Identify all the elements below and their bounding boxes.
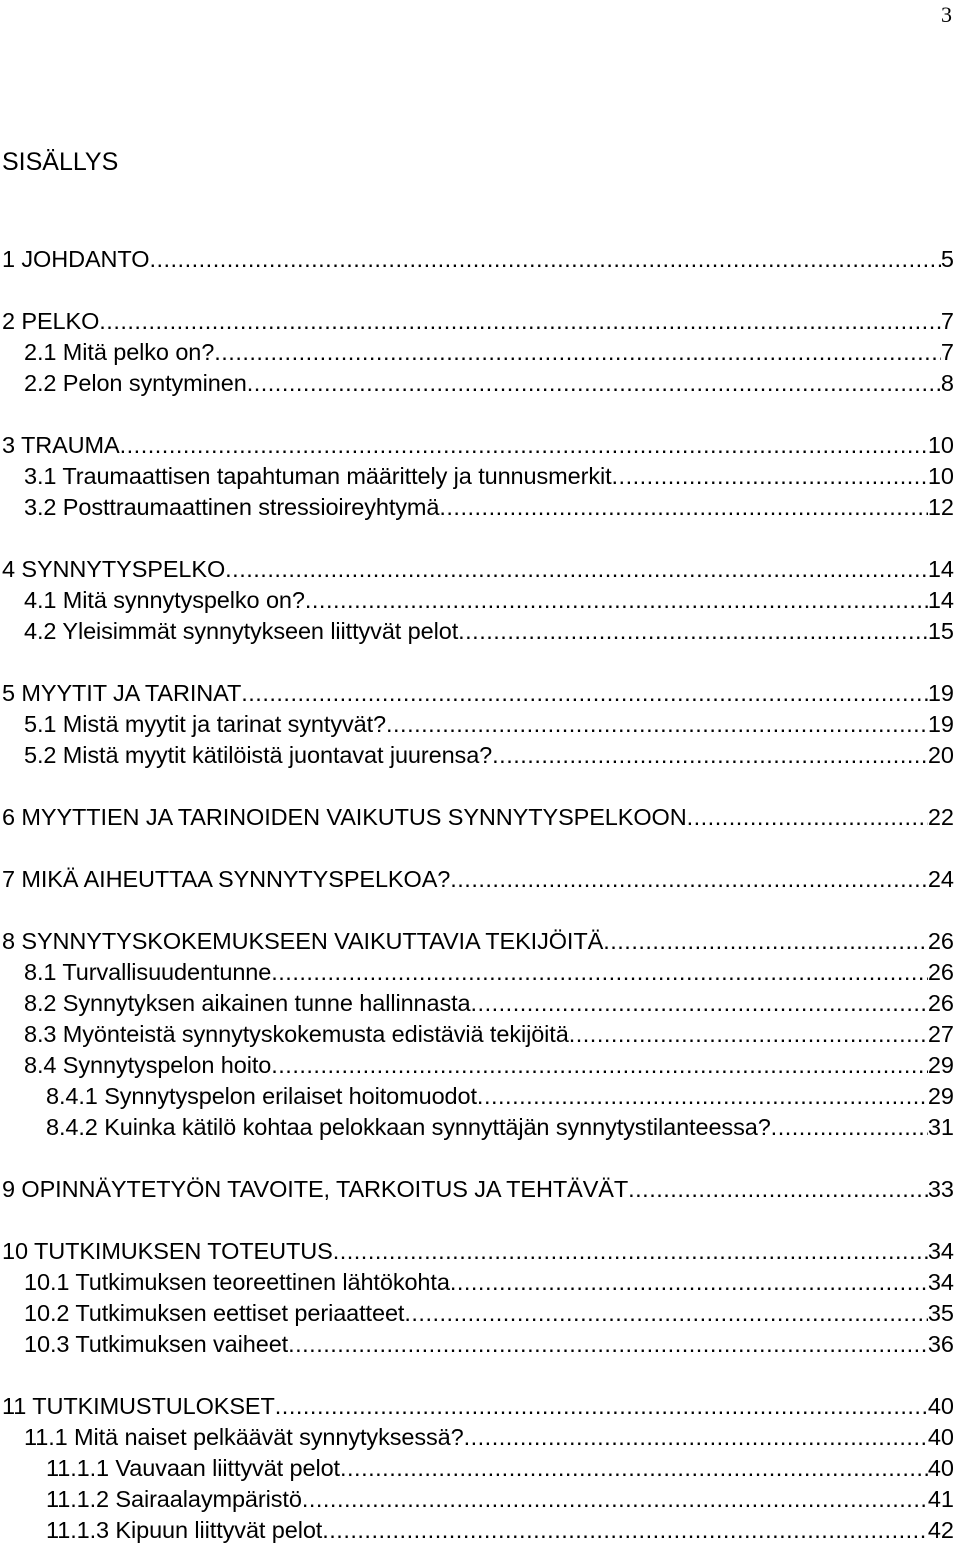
toc-entry-page: 15: [927, 618, 954, 644]
toc-dot-leader: [569, 1019, 928, 1049]
toc-entry[interactable]: [0, 864, 954, 894]
toc-dot-leader: [99, 306, 941, 336]
toc-dot-leader: [214, 337, 941, 367]
toc-entry[interactable]: [0, 1267, 954, 1297]
toc-dot-leader: [771, 1112, 928, 1142]
toc-dot-leader: [340, 1453, 928, 1483]
toc-entry-label: 4 SYNNYTYSPELKO: [2, 556, 226, 582]
toc-entry-label: 5.1 Mistä myytit ja tarinat syntyvät?: [24, 711, 386, 737]
toc-dot-leader: [271, 1050, 928, 1080]
toc-entry-label: 7 MIKÄ AIHEUTTAA SYNNYTYSPELKOA?: [2, 866, 451, 892]
toc-entry-label: 4.1 Mitä synnytyspelko on?: [24, 587, 305, 613]
toc-entry-label: 8.3 Myönteistä synnytyskokemusta edistäviä tekijöitä: [24, 1021, 569, 1047]
toc-entry-page: 19: [927, 680, 954, 706]
toc-dot-leader: [612, 461, 928, 491]
toc-entry-page: 7: [940, 339, 954, 365]
toc-dot-leader: [247, 368, 941, 398]
toc-entry[interactable]: [0, 585, 954, 615]
toc-entry[interactable]: [0, 554, 954, 584]
toc-entry-label: 11 TUTKIMUSTULOKSET: [2, 1393, 275, 1419]
toc-dot-leader: [450, 864, 928, 894]
toc-entry-label: 10 TUTKIMUKSEN TOTEUTUS: [2, 1238, 333, 1264]
toc-entry[interactable]: [0, 1298, 954, 1328]
toc-entry-label: 5 MYYTIT JA TARINAT: [2, 680, 242, 706]
toc-entry-label: 2.1 Mitä pelko on?: [24, 339, 215, 365]
toc-entry[interactable]: [0, 1236, 954, 1266]
toc-entry-page: 40: [927, 1424, 954, 1450]
toc-entry[interactable]: [0, 1515, 954, 1545]
toc-entry[interactable]: [0, 740, 954, 770]
toc-entry-label: 2 PELKO: [2, 308, 100, 334]
toc-entry-label: 11.1 Mitä naiset pelkäävät synnytyksessä?: [24, 1424, 464, 1450]
toc-entry-label: 8.4.2 Kuinka kätilö kohtaa pelokkaan synnyttäjän synnytystilanteessa?: [46, 1114, 771, 1140]
toc-entry[interactable]: [0, 1174, 954, 1204]
toc-entry-label: 9 OPINNÄYTETYÖN TAVOITE, TARKOITUS JA TEHTÄVÄT: [2, 1176, 629, 1202]
toc-entry-page: 20: [927, 742, 954, 768]
toc-dot-leader: [275, 1391, 928, 1421]
toc-entry-label: 8.4 Synnytyspelon hoito: [24, 1052, 272, 1078]
toc-entry[interactable]: [0, 430, 954, 460]
toc-dot-leader: [603, 926, 928, 956]
toc-entry[interactable]: [0, 709, 954, 739]
toc-entry-label: 10.2 Tutkimuksen eettiset periaatteet: [24, 1300, 405, 1326]
toc-entry-page: 34: [927, 1269, 954, 1295]
toc-entry-page: 10: [927, 463, 954, 489]
toc-entry[interactable]: [0, 1019, 954, 1049]
toc-entry-page: 5: [940, 246, 954, 272]
toc-title: SISÄLLYS: [2, 148, 119, 176]
toc-dot-leader: [288, 1329, 928, 1359]
toc-entry[interactable]: [0, 1329, 954, 1359]
toc-dot-leader: [471, 988, 928, 1018]
toc-entry-page: 42: [927, 1517, 954, 1543]
toc-entry-label: 8 SYNNYTYSKOKEMUKSEEN VAIKUTTAVIA TEKIJÖITÄ: [2, 928, 604, 954]
toc-entry-label: 3.1 Traumaattisen tapahtuman määrittely ja tunnusmerkit: [24, 463, 612, 489]
toc-entry-page: 31: [927, 1114, 954, 1140]
toc-entry-label: 10.1 Tutkimuksen teoreettinen lähtökohta: [24, 1269, 450, 1295]
toc-entry-label: 5.2 Mistä myytit kätilöistä juontavat juurensa?: [24, 742, 493, 768]
toc-entry[interactable]: [0, 1422, 954, 1452]
toc-entry-page: 40: [927, 1455, 954, 1481]
toc-entry-page: 40: [927, 1393, 954, 1419]
toc-entry[interactable]: [0, 1112, 954, 1142]
toc-entry-page: 34: [927, 1238, 954, 1264]
toc-dot-leader: [477, 1081, 928, 1111]
toc-dot-leader: [386, 709, 928, 739]
toc-dot-leader: [120, 430, 928, 460]
toc-dot-leader: [271, 957, 928, 987]
toc-entry-page: 27: [927, 1021, 954, 1047]
toc-entry-label: 11.1.1 Vauvaan liittyvät pelot: [46, 1455, 340, 1481]
toc-dot-leader: [225, 554, 928, 584]
toc-dot-leader: [322, 1515, 928, 1545]
toc-entry[interactable]: [0, 616, 954, 646]
toc-entry-page: 22: [927, 804, 954, 830]
toc-entry[interactable]: [0, 926, 954, 956]
toc-dot-leader: [492, 740, 928, 770]
toc-entry-page: 7: [940, 308, 954, 334]
toc-dot-leader: [687, 802, 928, 832]
toc-entry-label: 8.4.1 Synnytyspelon erilaiset hoitomuodot: [46, 1083, 477, 1109]
toc-dot-leader: [305, 585, 928, 615]
toc-entry[interactable]: [0, 1081, 954, 1111]
toc-entry[interactable]: [0, 1391, 954, 1421]
toc-entry[interactable]: [0, 678, 954, 708]
toc-dot-leader: [302, 1484, 928, 1514]
toc-entry-page: 29: [927, 1083, 954, 1109]
toc-entry-page: 35: [927, 1300, 954, 1326]
toc-entry-page: 26: [927, 959, 954, 985]
toc-dot-leader: [458, 616, 928, 646]
toc-entry-page: 26: [927, 990, 954, 1016]
toc-entry-page: 10: [927, 432, 954, 458]
toc-dot-leader: [439, 492, 927, 522]
toc-entry-page: 14: [927, 556, 954, 582]
toc-entry-label: 4.2 Yleisimmät synnytykseen liittyvät pelot: [24, 618, 459, 644]
page-number: 3: [941, 2, 952, 27]
toc-entry-label: 1 JOHDANTO: [2, 246, 150, 272]
toc-entry-label: 2.2 Pelon syntyminen: [24, 370, 247, 396]
toc-entry-label: 3.2 Posttraumaattinen stressioireyhtymä: [24, 494, 440, 520]
toc-entry[interactable]: [0, 957, 954, 987]
toc-entry-page: 12: [927, 494, 954, 520]
toc-entry[interactable]: [0, 492, 954, 522]
toc-dot-leader: [464, 1422, 928, 1452]
toc-entry[interactable]: [0, 1484, 954, 1514]
toc-entry[interactable]: [0, 802, 954, 832]
toc-entry-label: 3 TRAUMA: [2, 432, 120, 458]
toc-entry-page: 33: [927, 1176, 954, 1202]
toc-entry[interactable]: [0, 368, 954, 398]
toc-entry-page: 8: [940, 370, 954, 396]
toc-dot-leader: [450, 1267, 928, 1297]
toc-entry-page: 29: [927, 1052, 954, 1078]
toc-entry-label: 10.3 Tutkimuksen vaiheet: [24, 1331, 289, 1357]
toc-entry-page: 26: [927, 928, 954, 954]
toc-entry-page: 36: [927, 1331, 954, 1357]
toc-dot-leader: [628, 1174, 928, 1204]
toc-entry-page: 24: [927, 866, 954, 892]
toc-entry[interactable]: [0, 337, 954, 367]
toc-entry[interactable]: [0, 244, 954, 274]
toc-entry-label: 8.1 Turvallisuudentunne: [24, 959, 272, 985]
toc-entry-label: 6 MYYTTIEN JA TARINOIDEN VAIKUTUS SYNNYTYSPELKOON: [2, 804, 687, 830]
toc-entry[interactable]: [0, 1050, 954, 1080]
toc-entry-label: 8.2 Synnytyksen aikainen tunne hallinnasta: [24, 990, 471, 1016]
toc-entry-label: 11.1.3 Kipuun liittyvät pelot: [46, 1517, 323, 1543]
toc-dot-leader: [333, 1236, 928, 1266]
toc-entry-page: 41: [927, 1486, 954, 1512]
toc-entry-page: 19: [927, 711, 954, 737]
toc-entry[interactable]: [0, 306, 954, 336]
toc-dot-leader: [241, 678, 928, 708]
toc-entry[interactable]: [0, 461, 954, 491]
toc-entry[interactable]: [0, 1453, 954, 1483]
toc-entry-page: 14: [927, 587, 954, 613]
toc-dot-leader: [404, 1298, 928, 1328]
toc-dot-leader: [149, 244, 940, 274]
toc-entry[interactable]: [0, 988, 954, 1018]
toc-entry-label: 11.1.2 Sairaalaympäristö: [46, 1486, 302, 1512]
